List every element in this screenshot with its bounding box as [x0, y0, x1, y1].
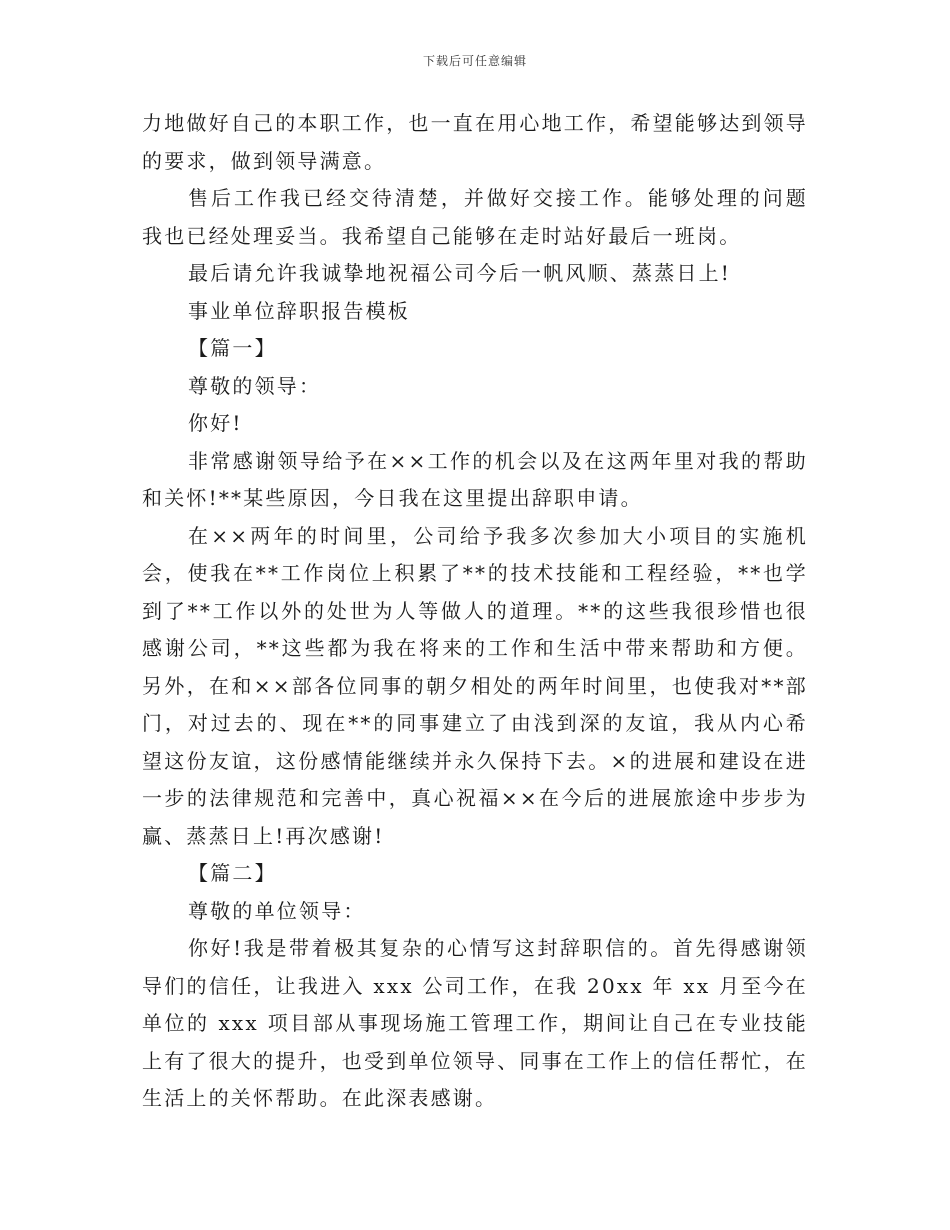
paragraph: 最后请允许我诚挚地祝福公司今后一帆风顺、蒸蒸日上!: [188, 261, 732, 285]
section-heading: 【篇二】: [188, 861, 277, 885]
paragraph: 你好!我是带着极其复杂的心情写这封辞职信的。首先得感谢领导们的信任，让我进入 xxx 公司工作，在我 20xx 年 xx 月至今在单位的 xxx 项目部从事现场施工管理工作，期间让自己在专业技能上有了很大的提升，也受到单位领导、同事在工作上的信任帮忙，在生活上的关怀帮助。在此深表感谢。: [142, 936, 808, 1110]
paragraph: 力地做好自己的本职工作，也一直在用心地工作，希望能够达到领导的要求，做到领导满意。: [142, 111, 808, 173]
paragraph: 在××两年的时间里，公司给予我多次参加大小项目的实施机会，使我在**工作岗位上积累了**的技术技能和工程经验，**也学到了**工作以外的处世为人等做人的道理。**的这些我很珍惜也很感谢公司，**这些都为我在将来的工作和生活中带来帮助和方便。 另外，在和××部各位同事的朝夕相处的两年时间里，也使我对**部门，对过去的、现在**的同事建立了由浅到深的友谊，我从内心希望这份友谊，这份感情能继续并永久保持下去。×的进展和建设在进一步的法律规范和完善中，真心祝福××在今后的进展旅途中步步为赢、蒸蒸日上!再次感谢!: [142, 523, 808, 848]
document-body: [142, 105, 808, 1118]
paragraph: 售后工作我已经交待清楚，并做好交接工作。能够处理的问题我也已经处理妥当。我希望自己能够在走时站好最后一班岗。: [142, 186, 808, 248]
greeting: 你好!: [188, 411, 243, 435]
salutation: 尊敬的单位领导：: [188, 898, 366, 923]
section-title: 事业单位辞职报告模板: [188, 298, 410, 323]
paragraph: 非常感谢领导给予在××工作的机会以及在这两年里对我的帮助和关怀!**某些原因，今日我在这里提出辞职申请。: [142, 448, 808, 510]
page-header: 下载后可任意编辑: [422, 54, 527, 68]
section-heading: 【篇一】: [188, 336, 277, 360]
salutation: 尊敬的领导：: [188, 373, 322, 398]
